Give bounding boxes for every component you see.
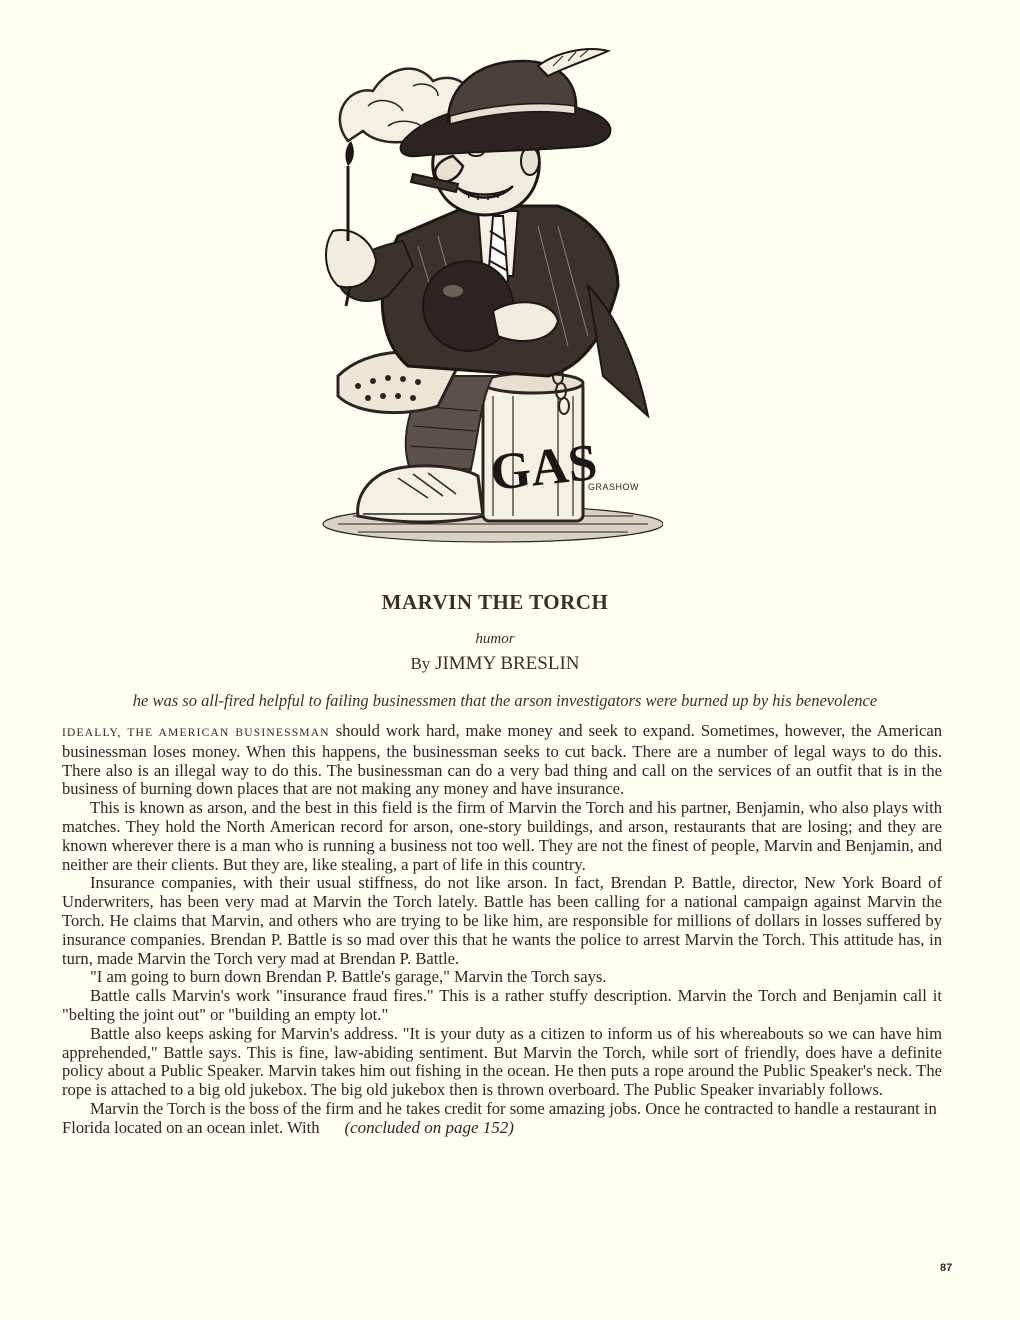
- article-category: humor: [475, 631, 515, 647]
- gas-can-label: GAS: [487, 433, 600, 502]
- paragraph-7-text: Marvin the Torch is the boss of the firm and he takes credit for some amazing jobs. Once he contracted to handle a restaurant in Florida located on an ocean inlet. With: [62, 1098, 937, 1137]
- byline: [0, 653, 990, 675]
- paragraph-6: Battle also keeps asking for Marvin's address. "It is your duty as a citizen to inform us of his whereabouts so we can have him apprehended," Battle says. This is fine, law-abiding sentiment. But Marvin the Torch, while sort of friendly, does have a definite policy about a Public Speaker. Marvin takes him out fishing in the ocean. He then puts a rope around the Public Speaker's neck. The rope is attached to a big old jukebox. The big old jukebox then is thrown overboard. The Public Speaker invariably follows.: [62, 1023, 942, 1100]
- illustration-marvin-the-torch: [318, 46, 663, 546]
- continuation-note: (concluded on page 152): [344, 1117, 514, 1137]
- byline-prefix: By: [410, 654, 431, 673]
- paragraph-1: [62, 722, 942, 799]
- page-number: 87: [940, 1262, 953, 1274]
- article-body: [62, 722, 942, 1138]
- paragraph-3: Insurance companies, with their usual stiffness, do not like arson. In fact, Brendan P. Battle, director, New York Board of Underwriters, has been very mad at Marvin the Torch lately. Battle has been calling for a national campaign against Marvin the Torch. He claims that Marvin, and others who are trying to be like him, are responsible for millions of dollars in losses suffered by insurance companies. Brendan P. Battle is so mad over this that he wants the police to arrest Marvin the Torch. This attitude has, in turn, made Marvin the Torch very mad at Brendan P. Battle.: [62, 873, 942, 968]
- paragraph-5: Battle calls Marvin's work "insurance fraud fires." This is a rather stuffy description. Marvin the Torch and Benjamin call it "belting the joint out" or "building an empty lot.": [62, 986, 942, 1024]
- paragraph-1-text: should work hard, make money and seek to expand. Sometimes, however, the American businessman loses money. When this happens, the businessman seeks to cut back. There are a number of legal ways to do this. There also is an illegal way to do this. The businessman can do a very bad thing and call on the services of an outfit that is in the business of burning down places that are not making any money and have insurance.: [62, 721, 942, 799]
- paragraph-2: This is known as arson, and the best in this field is the firm of Marvin the Torch and his partner, Benjamin, who also plays with matches. They hold the North American record for arson, one-story buildings, and arson, restaurants that are losing; and they are known wherever there is a man who is running a business not too well. They are not the finest of people, Marvin and Benjamin, and neither are their clients. But they are, like stealing, a part of life in this country.: [62, 798, 942, 874]
- lead-in: IDEALLY, THE AMERICAN BUSINESSMAN: [62, 727, 330, 739]
- article-title: MARVIN THE TORCH: [381, 590, 609, 614]
- artist-signature: GRASHOW: [588, 482, 640, 492]
- paragraph-4: "I am going to burn down Brendan P. Battle's garage," Marvin the Torch says.: [90, 967, 607, 987]
- author-name: JIMMY BRESLIN: [435, 653, 580, 674]
- article-tagline: he was so all-fired helpful to failing businessmen that the arson investigators were burned up by his benevolence: [132, 691, 878, 710]
- paragraph-7: [62, 1100, 942, 1138]
